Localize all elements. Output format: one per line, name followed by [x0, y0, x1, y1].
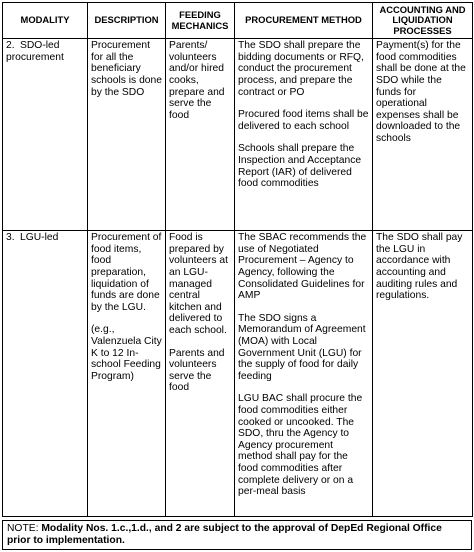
header-accounting: ACCOUNTING AND LIQUIDATION PROCESSES — [373, 3, 473, 39]
modality-table — [2, 2, 473, 517]
table-header-row — [3, 3, 473, 39]
accounting-cell: Payment(s) for the food commodities shall be done at the SDO while the funds for operational expenses shall be downloaded to the schools — [373, 39, 473, 231]
description-cell — [88, 231, 166, 517]
description-text: Procurement of food items, food preparation, liquidation of funds are done by the LGU. — [91, 232, 162, 313]
description-example: (e.g., Valenzuela City K to 12 In-school Feeding Program) — [91, 324, 162, 382]
accounting-cell: The SDO shall pay the LGU in accordance with accounting and auditing rules and regulations. — [373, 231, 473, 517]
note-text: Modality Nos. 1.c.,1.d., and 2 are subject to the approval of DepEd Regional Office prior to implementation. — [7, 523, 442, 546]
modality-text: SDO-led procurement — [6, 40, 64, 63]
modality-text: LGU-led — [20, 232, 59, 244]
table-row — [3, 39, 473, 231]
procurement-paragraph: The SDO signs a Memorandum of Agreement (MOA) with Local Government Unit (LGU) for the supply of food for daily feeding — [238, 312, 366, 382]
procurement-paragraph: The SDO shall prepare the bidding documents or RFQ, conduct the procurement process, and prepare the contract or PO — [238, 40, 364, 98]
table-row — [3, 231, 473, 517]
row-number: 3. — [6, 232, 15, 244]
procurement-paragraph: The SBAC recommends the use of Negotiated Procurement – Agency to Agency, following the Consolidated Guidelines for AMP — [238, 232, 367, 302]
procurement-cell — [235, 39, 373, 231]
description-cell: Procurement for all the beneficiary schools is done by the SDO — [88, 39, 166, 231]
header-description: DESCRIPTION — [88, 3, 166, 39]
procurement-paragraph: LGU BAC shall procure the food commodities either cooked or uncooked. The SDO, thru the Agency to Agency procurement method shall pay for the food commodities after complete delivery or on a per-meal basis — [238, 393, 363, 498]
procurement-paragraph: Procured food items shall be delivered to each school — [238, 109, 369, 132]
header-modality: MODALITY — [3, 3, 88, 39]
feeding-extra: Parents and volunteers serve the food — [169, 347, 225, 394]
feeding-cell — [166, 231, 235, 517]
feeding-cell: Parents/ volunteers and/or hired cooks, prepare and serve the food — [166, 39, 235, 231]
note-box — [2, 520, 472, 550]
modality-cell — [3, 231, 88, 517]
row-number: 2. — [6, 40, 15, 52]
header-feeding-mechanics: FEEDING MECHANICS — [166, 3, 235, 39]
feeding-text: Food is prepared by volunteers at an LGU-managed central kitchen and delivered to each school. — [169, 232, 228, 336]
header-procurement-method: PROCUREMENT METHOD — [235, 3, 373, 39]
procurement-cell — [235, 231, 373, 517]
note-label: NOTE: — [7, 523, 39, 534]
modality-cell — [3, 39, 88, 231]
procurement-paragraph: Schools shall prepare the Inspection and Acceptance Report (IAR) of delivered food commodities — [238, 143, 362, 190]
